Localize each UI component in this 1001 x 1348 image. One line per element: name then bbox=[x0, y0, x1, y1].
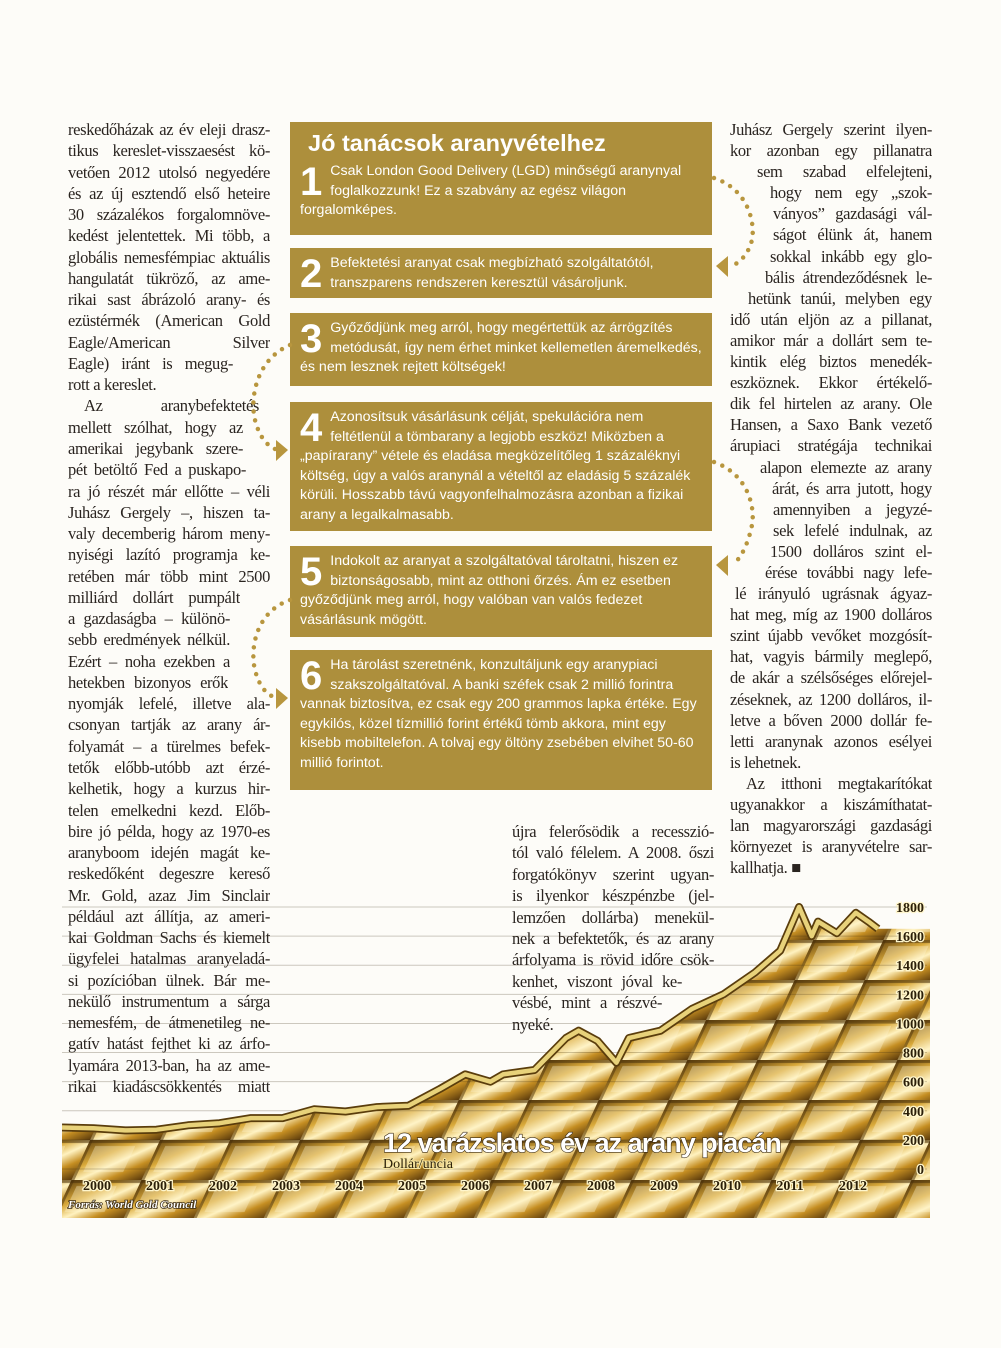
text-line: kintik elég biztos menedék- bbox=[730, 352, 932, 372]
y-tick-label: 400 bbox=[903, 1104, 924, 1120]
text-line: nek a befektetők, és az arany bbox=[512, 928, 714, 948]
text-line: telen emelkedni kezd. Előb- bbox=[68, 800, 270, 820]
text-line: nyiségi lazító programja ke- bbox=[68, 545, 270, 565]
x-tick-label: 2003 bbox=[272, 1179, 300, 1194]
text-line: tól való félelem. A 2008. őszi bbox=[512, 843, 714, 863]
tip-text: Csak London Good Delivery (LGD) minőségű aranynyal foglalkozzunk! Ez a szabvány az egész világon forgalomképes. bbox=[300, 163, 682, 219]
chart-title: 12 varázslatos év az arany piacán bbox=[383, 1128, 781, 1158]
text-line: hat meg, míg az 1900 dolláros bbox=[730, 605, 932, 625]
text-line: si pozícióban ülnek. Bár me- bbox=[68, 970, 270, 990]
text-line: lyamára 2013-ban, ha az ame- bbox=[68, 1055, 270, 1075]
text-line: Juhász Gergely szerint ilyen- bbox=[730, 120, 932, 139]
chart-source: Forrás: World Gold Council bbox=[68, 1199, 197, 1211]
text-line: nyeké. bbox=[512, 1014, 554, 1034]
x-tick-label: 2006 bbox=[461, 1179, 489, 1194]
text-line: nekülő instrumentum a sárga bbox=[68, 991, 270, 1011]
y-tick-label: 600 bbox=[903, 1075, 924, 1091]
text-line: amerikai jegybank szere- bbox=[68, 438, 243, 458]
text-line: 1500 dolláros szint el- bbox=[770, 541, 932, 561]
text-line: de akár a szélsőséges előrejel- bbox=[730, 668, 932, 688]
text-line: sek lefelé indulnak, az bbox=[773, 520, 932, 540]
y-tick-label: 1200 bbox=[896, 988, 924, 1004]
text-line: dik fel hirtelen az arany. Ole bbox=[730, 394, 932, 414]
text-line: sokkal inkább egy glo- bbox=[770, 246, 932, 266]
x-tick-label: 2002 bbox=[209, 1179, 237, 1194]
arrow-head-icon bbox=[276, 440, 288, 461]
text-line: csonyan tartják az arany ár- bbox=[68, 715, 270, 735]
text-line: vésbé, mint a részvé- bbox=[512, 993, 662, 1013]
text-line: árfolyama is rövid időre csök- bbox=[512, 950, 714, 970]
text-line: idő után eljön az a pillanat, bbox=[730, 309, 932, 329]
text-line: hetekben bizonyos erők bbox=[68, 672, 228, 692]
text-line: amennyiben a jegyzé- bbox=[773, 499, 932, 519]
x-tick-label: 2005 bbox=[398, 1179, 426, 1194]
text-line: nemesfém, de átmenetileg ne- bbox=[68, 1013, 270, 1033]
text-line: alapon elemezte az arany bbox=[760, 457, 932, 477]
text-line: Az aranybefektetés bbox=[84, 396, 259, 416]
text-line: ügyfelei hatalmas aranyeladá- bbox=[68, 949, 270, 969]
x-tick-label: 2004 bbox=[335, 1179, 363, 1194]
text-line: zéseknek, az 1200 dolláros, il- bbox=[730, 689, 932, 709]
text-line: rikai kiadáscsökkentés miatt bbox=[68, 1076, 270, 1096]
text-line: kai Goldman Sachs és kiemelt bbox=[68, 928, 270, 948]
x-tick-label: 2012 bbox=[839, 1179, 867, 1194]
arrow-head-icon bbox=[716, 555, 728, 576]
arrow-head-icon bbox=[276, 688, 288, 709]
text-line: Mr. Gold, azaz Jim Sinclair bbox=[68, 885, 270, 905]
x-tick-label: 2008 bbox=[587, 1179, 615, 1194]
text-line: tikus kereslet-visszaesést kö- bbox=[68, 141, 270, 161]
chart-area-fill bbox=[62, 907, 930, 1218]
text-line: aranyboom idején magát ke- bbox=[68, 843, 270, 863]
text-line: és az új esztendő első heteire bbox=[68, 183, 270, 203]
x-tick-label: 2000 bbox=[83, 1179, 111, 1194]
x-tick-label: 2010 bbox=[713, 1179, 741, 1194]
tip-number: 1 bbox=[300, 160, 323, 204]
x-tick-label: 2007 bbox=[524, 1179, 552, 1194]
text-line: amikor már a dollárt sem te- bbox=[730, 330, 932, 350]
text-line: hat, vagyis bármily meglepő, bbox=[730, 647, 932, 667]
y-tick-label: 200 bbox=[903, 1133, 924, 1149]
text-line: nyomják lefelé, illetve ala- bbox=[68, 694, 270, 714]
text-line: árát, és arra jutott, hogy bbox=[772, 478, 932, 498]
tip-text: Ha tárolást szeretnénk, konzultáljunk egy aranypiaci szakszolgáltatóval. A banki széfek csak 2 millió forintra vannak biztosítva, ez csak egy 200 grammos lapka értéke. Egy egykilós, közel tízmillió forint értékű tömb akkora, mint egy kisebb mobiltelefon. A tolvaj egy öltöny zsebében elvihet 50-60 millió forintot. bbox=[300, 657, 697, 771]
text-line: rikai sast ábrázoló arany- és bbox=[68, 290, 270, 310]
tip-number: 4 bbox=[300, 406, 323, 450]
text-line: gatív hatást fejthet ki az árfo- bbox=[68, 1034, 270, 1054]
y-tick-label: 800 bbox=[903, 1046, 924, 1062]
tips-box-3 bbox=[290, 313, 712, 386]
text-line: reskedőként degeszre kereső bbox=[68, 864, 270, 884]
text-line: vetően 2012 utolsó negyedére bbox=[68, 162, 270, 182]
text-line: letti aranynak azonos esélyei bbox=[730, 731, 932, 751]
tips-box-title: Jó tanácsok aranyvételhez bbox=[308, 130, 606, 156]
tip-text: Indokolt az aranyat a szolgáltatóval tároltatni, hiszen ez biztonságosabb, mint az otthoni őrzés. Ám ez esetben győződjünk meg arról, hogy valóban van valós fedezet vásárlásunk mögött. bbox=[300, 553, 679, 628]
text-line: szint újabb vevőket mozgósít- bbox=[730, 626, 932, 646]
tip-text: Befektetési aranyat csak megbízható szolgáltatótól, transzparens rendszeren keresztül vásároljunk. bbox=[330, 255, 654, 291]
tips-box-5 bbox=[290, 546, 712, 637]
text-line: környezet is aranyvételre sar- bbox=[730, 837, 932, 857]
text-line: ványos” gazdasági vál- bbox=[773, 204, 932, 224]
text-line: kor azonban egy pillanatra bbox=[730, 141, 932, 161]
tips-box-2 bbox=[290, 248, 712, 298]
text-line: folyamát – a türelmes befek- bbox=[68, 736, 270, 756]
text-line: Ezért – noha ezekben a bbox=[68, 651, 230, 671]
text-line: forgatókönyv szerint ugyan- bbox=[512, 864, 714, 884]
text-line: reskedőházak az év eleji drasz- bbox=[68, 120, 270, 139]
text-line: Eagle) iránt is megug- bbox=[68, 353, 233, 373]
text-line: globális nemesfémpiac aktuális bbox=[68, 247, 270, 267]
text-line: Az itthoni megtakarítókat bbox=[746, 773, 932, 793]
chart-unit-label: Dollár/uncia bbox=[383, 1157, 453, 1172]
text-line: ra jó részét már ellőtte – véli bbox=[68, 481, 270, 501]
text-line: ugyanakkor a kiszámíthatat- bbox=[730, 795, 932, 814]
tip-number: 5 bbox=[300, 550, 323, 594]
text-line: kedést jelentettek. Mi több, a bbox=[68, 226, 270, 246]
text-line: letve a bőven 2000 dollár fe- bbox=[730, 710, 932, 730]
text-line: mellett szólhat, hogy az bbox=[68, 417, 243, 437]
x-tick-label: 2011 bbox=[776, 1179, 804, 1194]
text-line: kallhatja. ■ bbox=[730, 858, 801, 878]
y-tick-label: 1400 bbox=[896, 959, 924, 975]
text-line: ságot élünk át, hanem bbox=[773, 225, 932, 245]
text-line: ezüstérmék (American Gold bbox=[68, 311, 270, 331]
y-tick-label: 1000 bbox=[896, 1017, 924, 1033]
text-line: kenhet, viszont jóval ke- bbox=[512, 971, 682, 991]
text-line: sebb eredmények nélkül. bbox=[68, 630, 230, 650]
tips-box-6 bbox=[290, 650, 712, 790]
text-line: bire jó példa, hogy az 1970-es bbox=[68, 821, 270, 841]
text-line: érése további nagy lefe- bbox=[765, 562, 932, 582]
gold-price-chart bbox=[62, 900, 932, 1218]
x-tick-label: 2001 bbox=[146, 1179, 174, 1194]
y-tick-label: 1600 bbox=[896, 930, 924, 946]
text-line: Juhász Gergely –, hiszen ta- bbox=[68, 502, 270, 522]
text-line: hangulatát tükröző, az ame- bbox=[68, 268, 270, 288]
text-line: is lehetnek. bbox=[730, 752, 801, 772]
text-line: Eagle/American Silver bbox=[68, 332, 270, 352]
text-line: hetünk tanúi, melyben egy bbox=[748, 288, 932, 308]
tip-number: 6 bbox=[300, 654, 323, 698]
tip-text: Azonosítsuk vásárlásunk célját, spekulációra nem feltétlenül a tömbarany a legjobb eszköz! Miközben a „papírarany” vétele és eladása megközelítőleg 1 százaléknyi költség, úgy a valós aranynál a vételtől az eladásig 5 százalék körüli. Hosszabb távú vagyonfelhalmozásra azonban a fizikai arany a legalkalmasabb. bbox=[300, 409, 691, 523]
text-line: is ilyenkor készpénzbe (jel- bbox=[512, 886, 714, 906]
text-line: milliárd dollárt pumpált bbox=[68, 587, 240, 607]
right-text-column bbox=[730, 119, 932, 878]
tips-box-1 bbox=[290, 122, 712, 235]
tip-text: Győződjünk meg arról, hogy megértettük az árrögzítés metódusát, így nem érhet minket kellemetlen áremelkedés, és nem lesznek rejtett költségek! bbox=[300, 320, 702, 376]
text-line: tetők előbb-utóbb azt érzé- bbox=[68, 757, 270, 777]
text-line: lan magyarországi gazdasági bbox=[730, 816, 932, 836]
text-line: valy decemberig három meny- bbox=[68, 524, 270, 544]
text-line: újra felerősödik a recesszió- bbox=[512, 822, 714, 841]
text-line: lemzően dollárba) menekül- bbox=[512, 907, 714, 927]
tip-number: 3 bbox=[300, 317, 323, 361]
text-line: kelhetik, hogy a kurzus hir- bbox=[68, 779, 270, 799]
y-tick-label: 0 bbox=[917, 1163, 924, 1178]
tips-box-4 bbox=[290, 402, 712, 531]
text-line: árupiaci stratégája technikai bbox=[730, 436, 932, 456]
text-line: retében már több mint 2500 bbox=[68, 566, 270, 586]
text-line: sem szabad elfelejteni, bbox=[757, 162, 932, 182]
text-line: rott a kereslet. bbox=[68, 375, 157, 395]
text-line: bális átrendeződésnek le- bbox=[765, 267, 932, 287]
text-line: 30 százalékos forgalomnöve- bbox=[68, 205, 270, 225]
text-line: például azt állítja, az ameri- bbox=[68, 906, 270, 926]
text-line: lé irányuló ugrásnak ágyaz- bbox=[735, 584, 932, 604]
tip-number: 2 bbox=[300, 252, 323, 296]
text-line: Hansen, a Saxo Bank vezető bbox=[730, 415, 932, 435]
text-line: pét betöltő Fed a puskapo- bbox=[68, 460, 246, 480]
y-tick-label: 1800 bbox=[896, 901, 924, 916]
x-tick-label: 2009 bbox=[650, 1179, 678, 1194]
text-line: a gazdaságba – különö- bbox=[68, 609, 230, 629]
text-line: hogy nem egy „szok- bbox=[770, 183, 932, 203]
text-line: eszköznek. Ekkor értékelő- bbox=[730, 373, 932, 393]
arrow-head-icon bbox=[716, 256, 728, 277]
